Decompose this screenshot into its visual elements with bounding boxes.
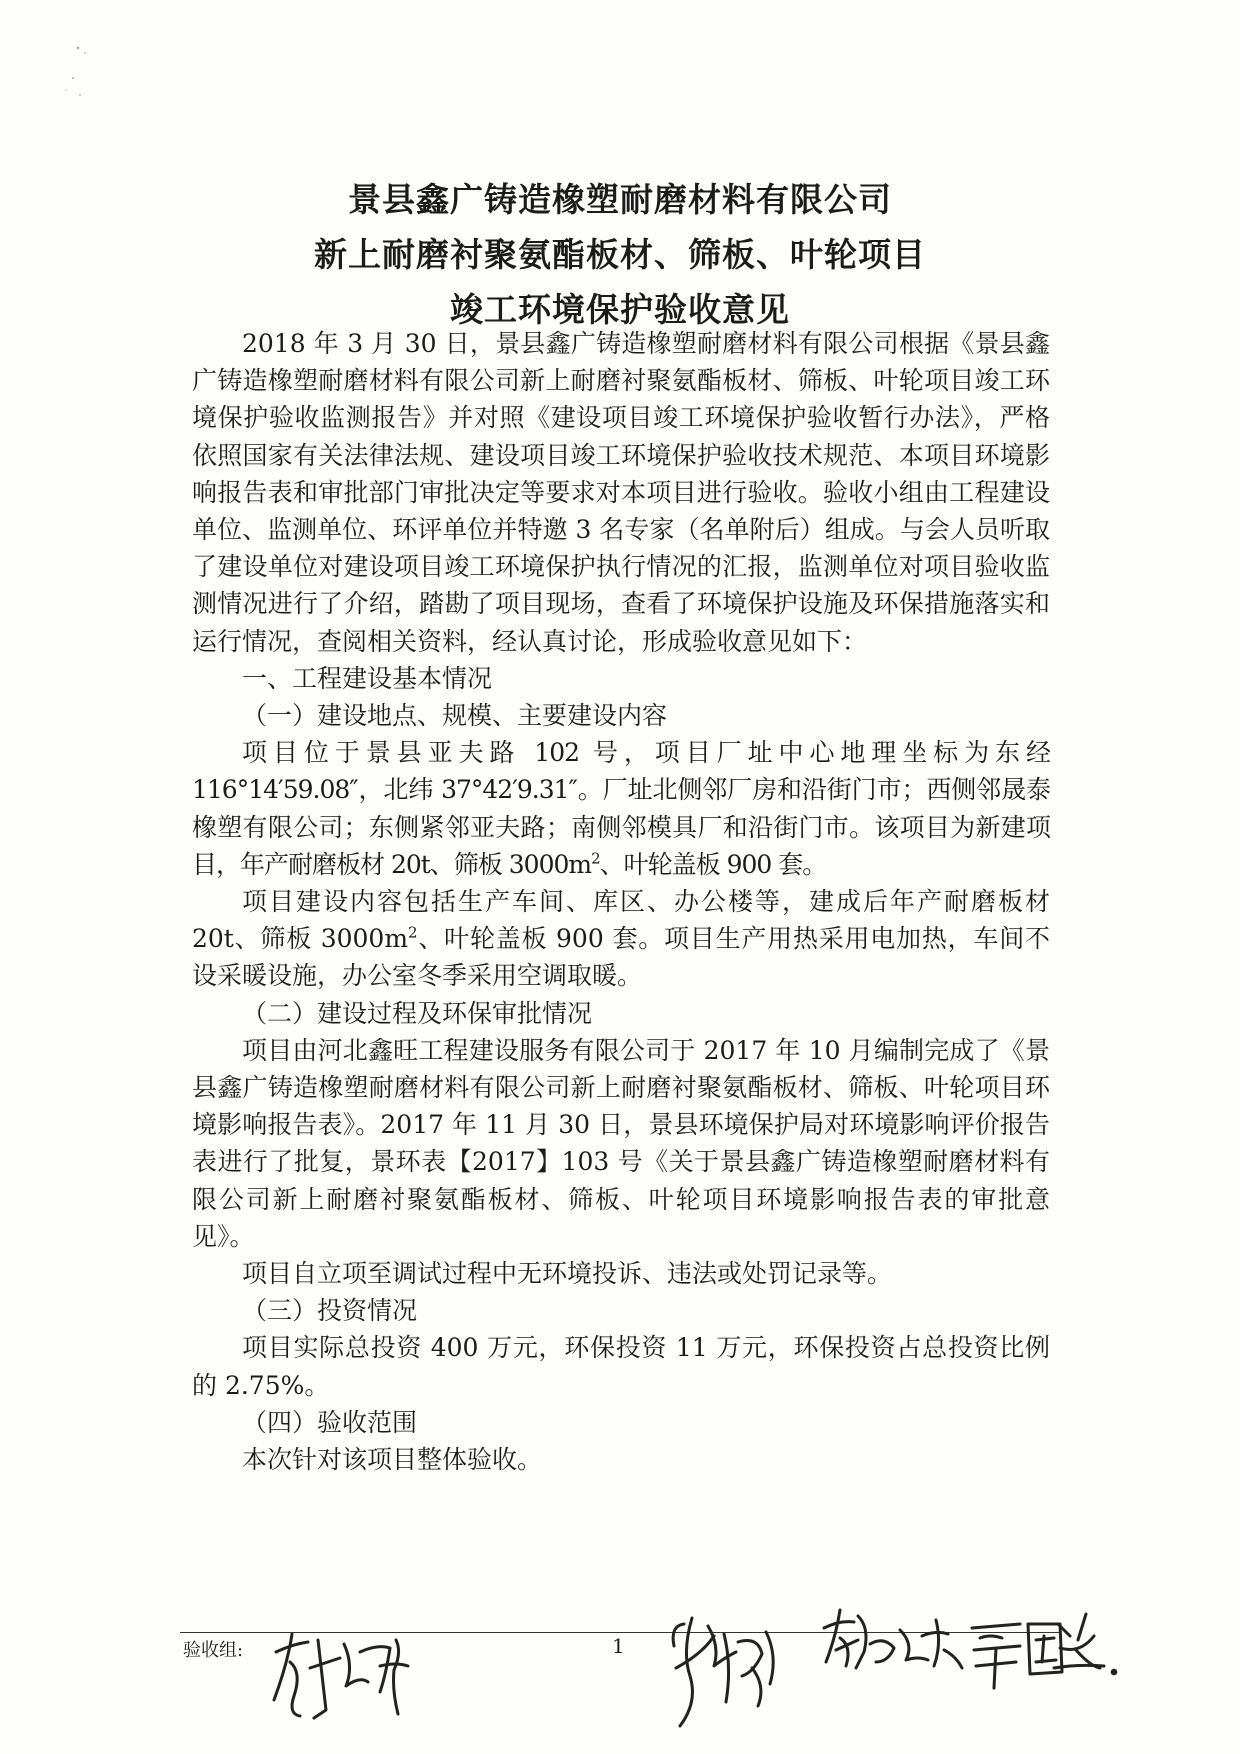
page-number: 1 — [612, 1634, 625, 1658]
subsection-heading-scope: （四）验收范围 — [242, 1407, 418, 1437]
document-body — [192, 325, 1050, 1478]
subsection-heading-investment: （三）投资情况 — [242, 1296, 418, 1326]
section-heading-basic-info: 一、工程建设基本情况 — [242, 663, 493, 693]
construction-paragraph — [192, 883, 1050, 995]
handwritten-signature-3 — [818, 1600, 968, 1700]
subsection-heading-approval: （二）建设过程及环保审批情况 — [242, 998, 593, 1028]
location-text-end: 、叶轮盖板 900 套。 — [599, 849, 827, 879]
scope-paragraph: 本次针对该项目整体验收。 — [242, 1445, 543, 1475]
subsection-heading-location: （一）建设地点、规模、主要建设内容 — [242, 701, 668, 731]
construction-text: 项目建设内容包括生产车间、库区、办公楼等，建成后年产耐磨板材 20t、筛板 3000m — [192, 887, 1050, 954]
superscript: 2 — [408, 923, 418, 942]
title-line-company: 景县鑫广铸造橡塑耐磨材料有限公司 — [348, 180, 892, 219]
investment-paragraph: 项目实际总投资 400 万元，环保投资 11 万元，环保投资占总投资比例的 2.75%。 — [192, 1333, 1050, 1400]
title-line-subject: 竣工环境保护验收意见 — [450, 290, 790, 329]
approval-paragraph: 项目由河北鑫旺工程建设服务有限公司于 2017 年 10 月编制完成了《景县鑫广铸造橡塑耐磨材料有限公司新上耐磨衬聚氨酯板材、筛板、叶轮项目环境影响报告表》。2017 年 11 月 30 日，景县环境保护局对环境影响评价报告表进行了批复，景环表【2017】103 号《关于景县鑫广铸造橡塑耐磨材料有限公司新上耐磨衬聚氨酯板材、筛板、叶轮项目环境影响报告表的审批意见》。 — [192, 1035, 1050, 1251]
construction-text-end: 、叶轮盖板 900 套。项目生产用热采用电加热，车间不设采暖设施，办公室冬季采用空调取暖。 — [192, 924, 1050, 991]
superscript: 2 — [591, 849, 600, 868]
location-paragraph — [192, 734, 1050, 883]
handwritten-signature-5 — [1050, 1606, 1120, 1686]
location-text: 项目位于景县亚夫路 102 号，项目厂址中心地理坐标为东经 116°14′59.08″，北纬 37°42′9.31″。厂址北侧邻厂房和沿街门市；西侧邻晟泰橡塑有限公司；东侧紧邻亚夫路；南侧邻模具厂和沿街门市。该项目为新建项目，年产耐磨板材 20t、筛板 3000m — [192, 738, 1050, 879]
scan-specks — [60, 20, 120, 110]
handwritten-signature-1 — [268, 1622, 428, 1727]
title-line-project: 新上耐磨衬聚氨酯板材、筛板、叶轮项目 — [314, 235, 926, 274]
handwritten-signature-2 — [662, 1606, 792, 1736]
document-title — [190, 172, 1050, 337]
no-complaints-paragraph: 项目自立项至调试过程中无环境投诉、违法或处罚记录等。 — [242, 1259, 893, 1289]
acceptance-group-label: 验收组: — [183, 1640, 244, 1661]
intro-paragraph: 2018 年 3 月 30 日，景县鑫广铸造橡塑耐磨材料有限公司根据《景县鑫广铸造橡塑耐磨材料有限公司新上耐磨衬聚氨酯板材、筛板、叶轮项目竣工环境保护验收监测报告》并对照《建设项目竣工环境保护验收暂行办法》，严格依照国家有关法律法规、建设项目竣工环境保护验收技术规范、本项目环境影响报告表和审批部门审批决定等要求对本项目进行验收。验收小组由工程建设单位、监测单位、环评单位并特邀 3 名专家（名单附后）组成。与会人员听取了建设单位对建设项目竣工环境保护执行情况的汇报，监测单位对项目验收监测情况进行了介绍，踏勘了项目现场，查看了环境保护设施及环保措施落实和运行情况，查阅相关资料，经认真讨论，形成验收意见如下： — [192, 329, 1050, 656]
